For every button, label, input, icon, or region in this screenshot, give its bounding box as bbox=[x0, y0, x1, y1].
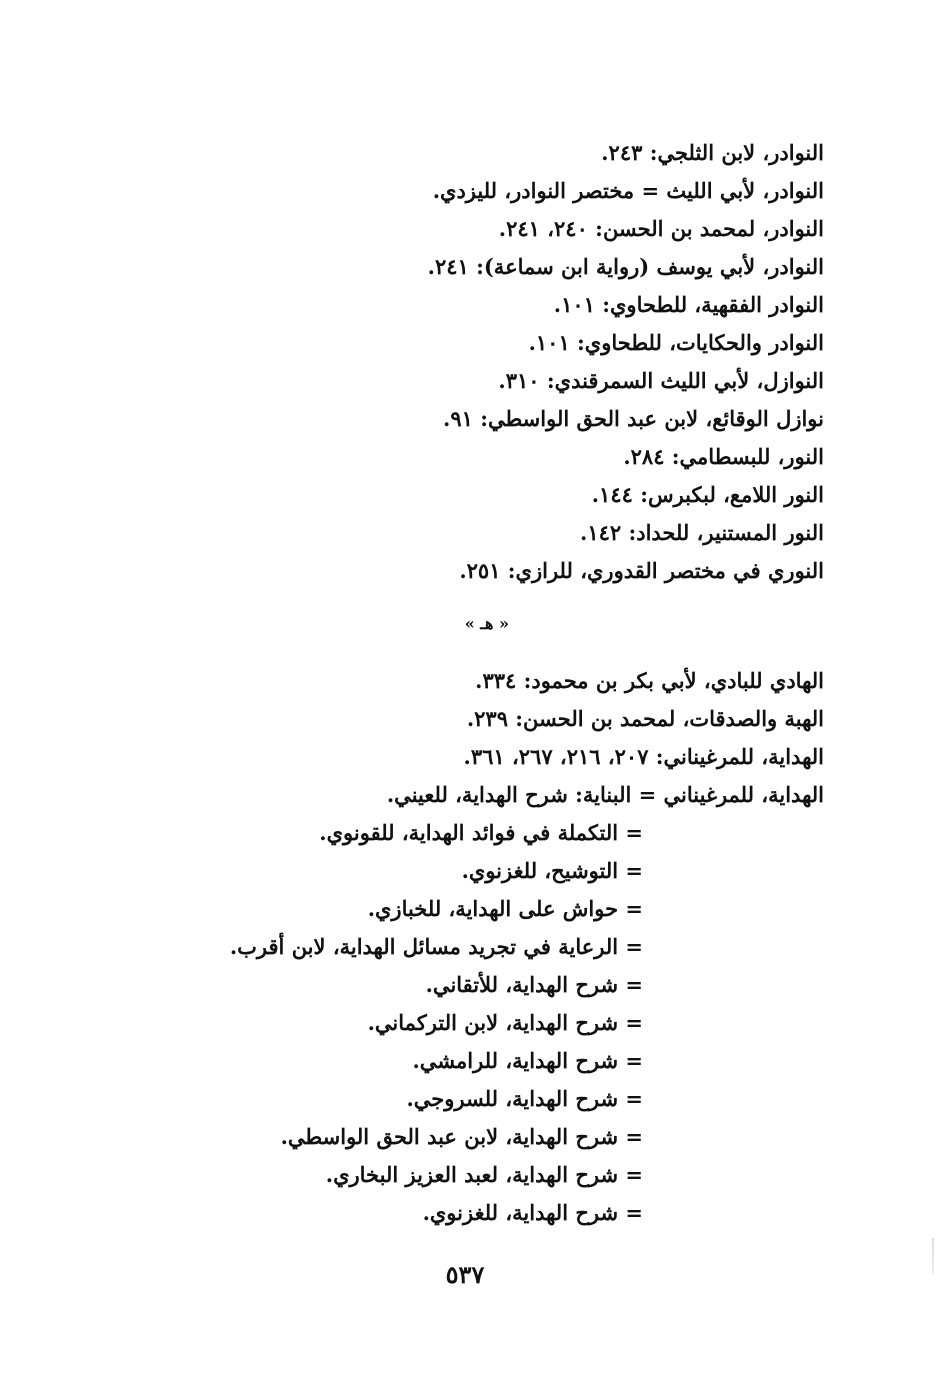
index-entry: الهادي للبادي، لأبي بكر بن محمود: ٣٣٤. bbox=[475, 668, 824, 693]
index-entry: النور المستنير، للحداد: ١٤٢. bbox=[580, 520, 824, 545]
index-subentry: = حواش على الهداية، للخبازي. bbox=[367, 896, 643, 921]
index-entry: الهبة والصدقات، لمحمد بن الحسن: ٢٣٩. bbox=[466, 706, 824, 731]
index-entry: النوادر، لأبي الليث = مختصر النوادر، لليزدي. bbox=[432, 178, 824, 203]
index-entry: نوازل الوقائع، لابن عبد الحق الواسطي: ٩١. bbox=[443, 406, 824, 431]
page-number: ٥٣٧ bbox=[445, 1260, 485, 1289]
index-subentry: = شرح الهداية، لابن التركماني. bbox=[367, 1010, 643, 1035]
index-subentry: = شرح الهداية، للغزنوي. bbox=[422, 1200, 643, 1225]
index-entry: النوادر والحكايات، للطحاوي: ١٠١. bbox=[528, 330, 824, 355]
entries-group-ha bbox=[124, 662, 824, 1232]
index-entry: الهداية، للمرغيناني = البناية: شرح الهداية، للعيني. bbox=[386, 782, 824, 807]
index-subentry: = شرح الهداية، للأتقاني. bbox=[425, 972, 643, 997]
index-subentry: = شرح الهداية، للرامشي. bbox=[412, 1048, 643, 1073]
index-subentry: = التوشيح، للغزنوي. bbox=[461, 858, 643, 883]
entries-group-nun bbox=[124, 134, 824, 590]
index-entry: النور، للبسطامي: ٢٨٤. bbox=[623, 444, 824, 469]
index-subentry: = التكملة في فوائد الهداية، للقونوي. bbox=[319, 820, 643, 845]
index-entry: النوادر الفقهية، للطحاوي: ١٠١. bbox=[553, 292, 824, 317]
index-entry: النوازل، لأبي الليث السمرقندي: ٣١٠. bbox=[498, 368, 824, 393]
index-entry: الهداية، للمرغيناني: ٢٠٧، ٢١٦، ٢٦٧، ٣٦١. bbox=[463, 744, 824, 769]
index-subentry: = شرح الهداية، لابن عبد الحق الواسطي. bbox=[280, 1124, 643, 1149]
index-entries bbox=[124, 134, 824, 1232]
index-entry: النور اللامع، لبكبرس: ١٤٤. bbox=[591, 482, 824, 507]
index-entry: النوادر، لأبي يوسف (رواية ابن سماعة): ٢٤١. bbox=[427, 254, 824, 279]
scan-edge-mark bbox=[932, 1238, 934, 1274]
index-entry: النوادر، لمحمد بن الحسن: ٢٤٠، ٢٤١. bbox=[498, 216, 824, 241]
index-subentry: = شرح الهداية، للسروجي. bbox=[406, 1086, 643, 1111]
index-subentry: = شرح الهداية، لعبد العزيز البخاري. bbox=[325, 1162, 643, 1187]
section-heading-ha: « هـ » bbox=[464, 614, 509, 633]
index-entry: النوادر، لابن الثلجي: ٢٤٣. bbox=[601, 140, 824, 165]
index-entry: النوري في مختصر القدوري، للرازي: ٢٥١. bbox=[459, 558, 824, 583]
index-subentry: = الرعاية في تجريد مسائل الهداية، لابن أقرب. bbox=[229, 934, 643, 959]
